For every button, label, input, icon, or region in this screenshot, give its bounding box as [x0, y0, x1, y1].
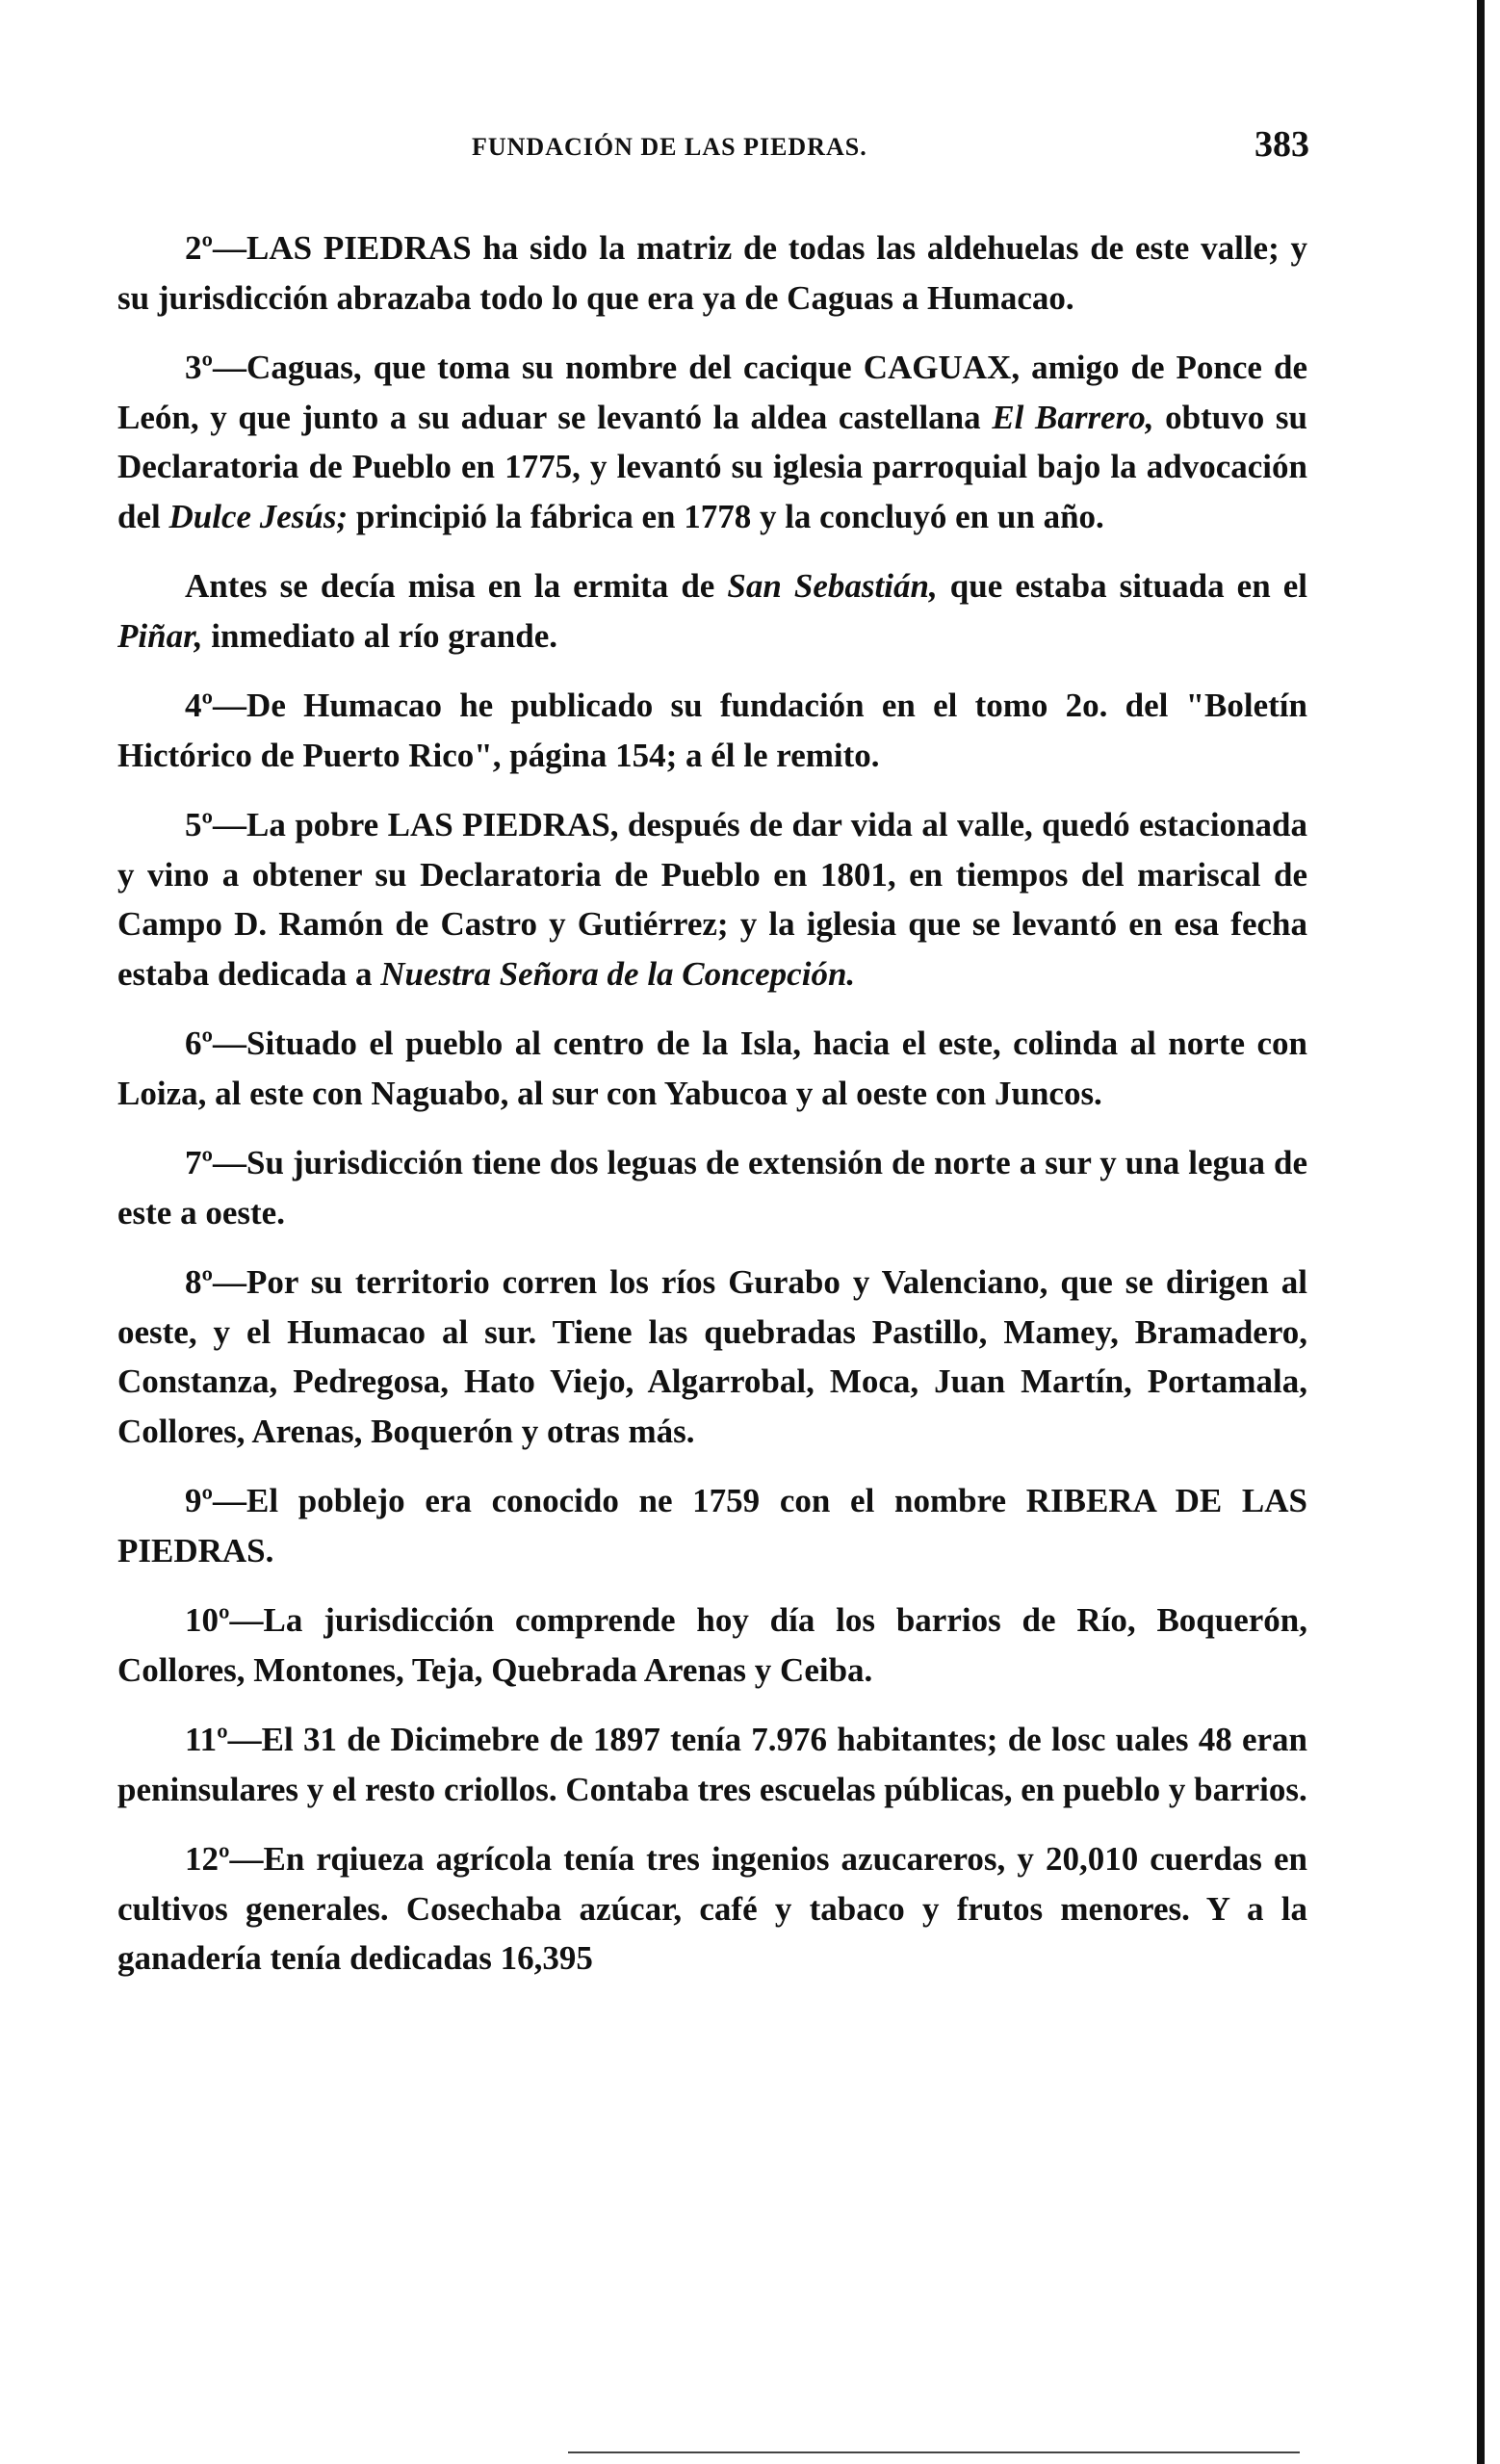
- paragraph-7: 7º—Su jurisdicción tiene dos leguas de extensión de norte a sur y una legua de este a oeste.: [117, 1144, 1307, 1232]
- italic-san-sebastian: San Sebastián,: [727, 567, 938, 605]
- bottom-rule: [568, 2451, 1300, 2453]
- paragraph-3: 3º—Caguas, que toma su nombre del cacique CAGUAX, amigo de Ponce de León, y que junto a su aduar se levantó la aldea castellana El Barrero, obtuvo su Declaratoria de Pueblo en 1775, y levantó su iglesia parroquial bajo la advocación del Dulce Jesús; principió la fábrica en 1778 y la concluyó en un año.: [117, 349, 1308, 535]
- paragraph-10: 10º—La jurisdicción comprende hoy día los barrios de Río, Boquerón, Collores, Montones, Teja, Quebrada Arenas y Ceiba.: [117, 1601, 1307, 1689]
- running-title: FUNDACIÓN DE LAS PIEDRAS.: [472, 133, 867, 161]
- paragraph-9: 9º—El poblejo era conocido ne 1759 con el nombre RIBERA DE LAS PIEDRAS.: [117, 1482, 1307, 1569]
- italic-dulce-jesus: Dulce Jesús;: [168, 497, 349, 535]
- body-text: [117, 223, 1307, 1984]
- italic-pinar: Piñar,: [117, 616, 203, 655]
- paragraph-11: 11º—El 31 de Dicimebre de 1897 tenía 7.976 habitantes; de losc uales 48 eran peninsulares y el resto criollos. Contaba tres escuelas públicas, en pueblo y barrios.: [117, 1721, 1307, 1808]
- paragraph-2: 2º—LAS PIEDRAS ha sido la matriz de todas las aldehuelas de este valle; y su jurisdicción abrazaba todo lo que era ya de Caguas a Humacao.: [117, 229, 1307, 317]
- paragraph-12: 12º—En rqiueza agrícola tenía tres ingenios azucareros, y 20,010 cuerdas en cultivos generales. Cosechaba azúcar, café y tabaco y frutos menores. Y a la ganadería tenía dedicadas 16,395: [117, 1840, 1307, 1977]
- paragraph-antes: Antes se decía misa en la ermita de San Sebastián, que estaba situada en el Piñar, inmediato al río grande.: [117, 567, 1308, 655]
- page-edge-rule: [1477, 0, 1485, 2464]
- italic-el-barrero: El Barrero,: [992, 398, 1154, 436]
- page-number: 383: [1254, 124, 1309, 165]
- paragraph-4: 4º—De Humacao he publicado su fundación en el tomo 2o. del "Boletín Hictórico de Puerto Rico", página 154; a él le remito.: [117, 687, 1307, 774]
- italic-nuestra-senora: Nuestra Señora de la Concepción.: [380, 954, 856, 993]
- paragraph-6: 6º—Situado el pueblo al centro de la Isla, hacia el este, colinda al norte con Loiza, al este con Naguabo, al sur con Yabucoa y al oeste con Juncos.: [117, 1025, 1307, 1112]
- page-header: [154, 123, 1309, 171]
- paragraph-5: 5º—La pobre LAS PIEDRAS, después de dar vida al valle, quedó estacionada y vino a obtener su Declaratoria de Pueblo en 1801, en tiempos del mariscal de Campo D. Ramón de Castro y Gutiérrez; y la iglesia que se levantó en esa fecha estaba dedicada a Nuestra Señora de la Concepción.: [117, 806, 1307, 993]
- paragraph-8: 8º—Por su territorio corren los ríos Gurabo y Valenciano, que se dirigen al oeste, y el Humacao al sur. Tiene las quebradas Pastillo, Mamey, Bramadero, Constanza, Pedregosa, Hato Viejo, Algarrobal, Moca, Juan Martín, Portamala, Collores, Arenas, Boquerón y otras más.: [117, 1263, 1307, 1450]
